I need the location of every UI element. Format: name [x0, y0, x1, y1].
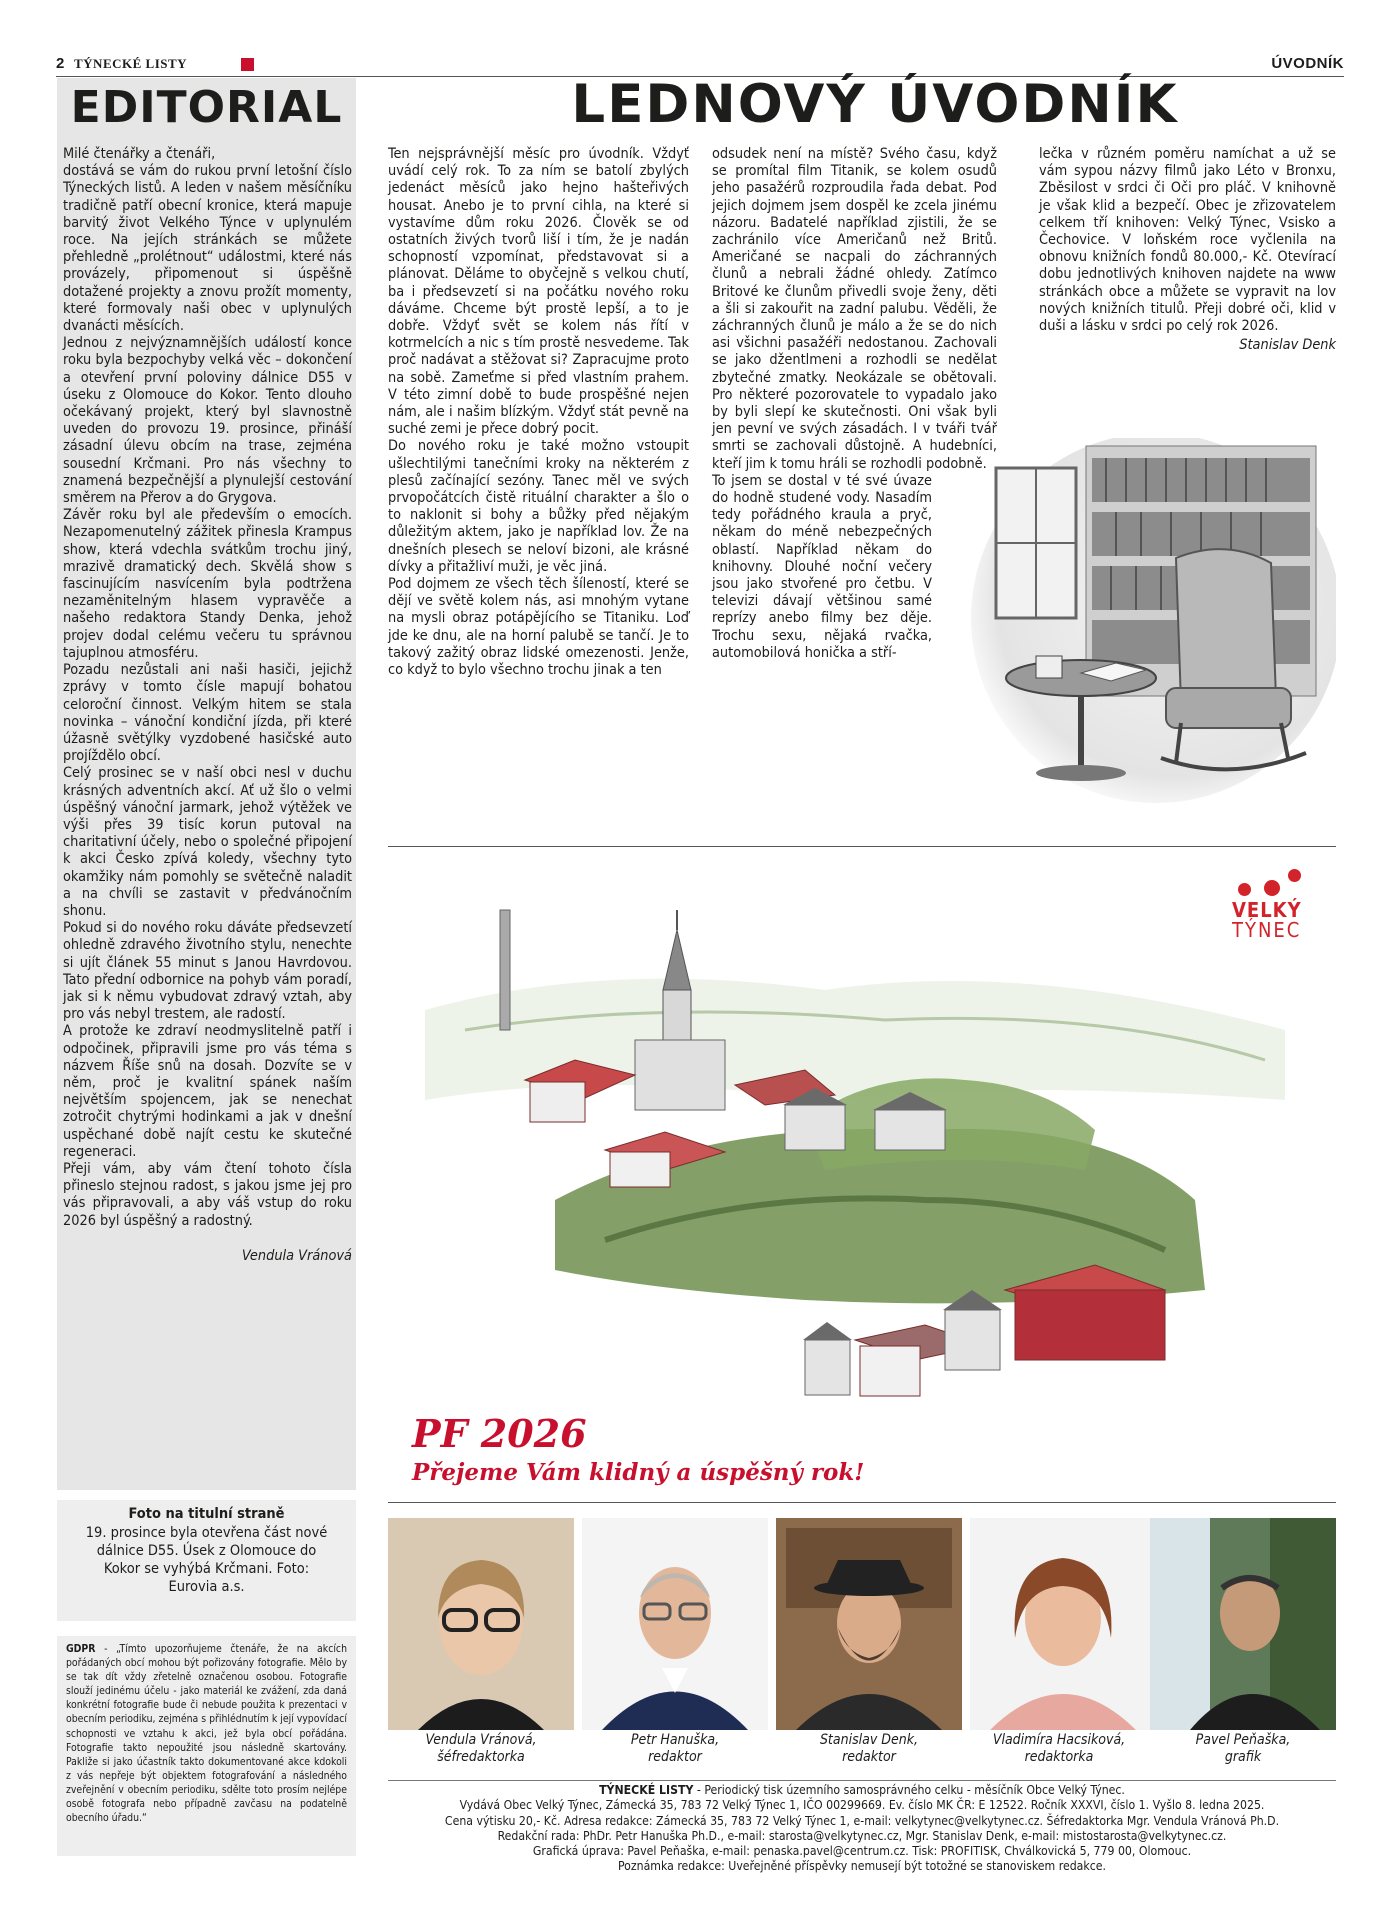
article-column-2 [712, 146, 997, 662]
article-column-1 [388, 146, 689, 679]
pf-greeting [412, 1412, 864, 1488]
imprint-line-2: Vydává Obec Velký Týnec, Zámecká 35, 783 72 Velký Týnec 1, IČO 00299669. Ev. číslo MK ČR: E 12522. Ročník XXXVI, číslo 1. Vyšlo 8. ledna 2025. [459, 1798, 1265, 1813]
editorial-paragraph: Celý prosinec se v naší obci nesl v duchu krásných adventních akcí. Ať už šlo o velmi úspěšný vánoční jarmark, jehož výtěžek ve výši přes 39 tisíc korun putoval na charitativní účely, nebo o společné připojení k akci Česko zpívá koledy, všechny tyto okamžiky nám pomohly se světečně naladit a na chvíli se zastavit v předvánočním shonu. [63, 765, 352, 919]
masthead-logo-icon [241, 58, 254, 71]
staff-photo-hacsikova [970, 1518, 1156, 1730]
cover-photo-text: 19. prosince byla otevřena část nové dálnice D55. Úsek z Olomouce do Kokor se vyhýbá Krčmani. Foto: Eurovia a.s. [85, 1525, 328, 1595]
staff-name: Stanislav Denk, [819, 1732, 919, 1748]
section-divider [388, 846, 1336, 847]
imprint-rule [388, 1780, 1336, 1781]
staff-photo-denk [776, 1518, 962, 1730]
article-paragraph: lečka v různém poměru namíchat a už se vám sypou názvy filmů jako Léto v Bronxu, Zběsilost v srdci či Oči pro pláč. V knihovně je však klid a bezpečí. Obec je zřizovatelem celkem tří knihoven: Velký Týnec, Vsisko a Čechovice. V loňském roce vyčlenila na obnovu knižních fondů 80.000,- Kč. Otevírací dobu jednotlivých knihoven najdete na www stránkách obce a můžete se vypravit na lov nových knižních titulů. Přeji dobré oči, klid v duši a lásku v srdci po celý rok 2026. [1039, 146, 1336, 335]
article-paragraph: Ten nejsprávnější měsíc pro úvodník. Vždyť uvádí celý rok. To za ním se batolí zbylých jedenáct měsíců jako hejno hašteřivých housat. Anebo je to první cihla, na které si vystavíme dům roku 2026. Člověk se od ostatních živých tvorů liší i tím, že je nadán schopností vzpomínat, představovat si a plánovat. Děláme to obyčejně s velkou chutí, ba i předsevzetí si na počátku nového roku dáváme. Chceme být prostě lepší, a to je dobře. Vždyť svět se kolem nás řítí v kotrmelcích a nic s tím prostě nesvedeme. Tak proč nadávat a stěžovat si? Zapracujme proto na sobě. Zameťme si před vlastním prahem. V této zimní době to bude prospěšné nejen nám, ale i našim blízkým. Vždyť stát pevně na suché zemi je přece dobrý pocit. [388, 146, 689, 438]
staff-name: Vladimíra Hacsiková, [992, 1732, 1126, 1748]
staff-caption [966, 1732, 1152, 1766]
pf-subtitle: Přejeme Vám klidný a úspěšný rok! [412, 1459, 865, 1486]
imprint-line-4: Redakční rada: PhDr. Petr Hanuška Ph.D., e-mail: starosta@velkytynec.cz, Mgr. Stanislav Denk, e-mail: mistostarosta@velkytynec.cz. [497, 1828, 1227, 1843]
article-paragraph: Do nového roku je také možno vstoupit ušlechtilými tanečními kroky na některém z plesů začínající sezóny. Tanec měl ve svých prvopočátcích čistě rituální charakter a šlo o to naklonit si bohy a bůžky před nějakým důležitým aktem, jako je například lov. Že na dnešních plesech se neloví bizoni, ale krásné dívky a přitažliví muži, je věc jiná. [388, 438, 689, 575]
staff-role: šéfredaktorka [437, 1749, 525, 1765]
imprint-label: TÝNECKÉ LISTY [599, 1783, 694, 1797]
staff-name: Petr Hanuška, [630, 1732, 720, 1748]
imprint-line-5: Grafická úprava: Pavel Peňaška, e-mail: penaska.pavel@centrum.cz. Tisk: PROFITISK, Chválkovická 5, 779 00, Olomouc. [532, 1844, 1192, 1859]
editorial-paragraph: Závěr roku byl ale především o emocích. Nezapomenutelný zážitek přinesla Krampus show, která vdechla svátkům trochu jiný, mrazivě dramatický dech. Skvělá show s fascinujícím nasvícením byla podtržena nezaměnitelným hlasem vypravěče a našeho redaktora Standy Denka, jehož projev dodal celému večeru tu správnou tajuplnou atmosféru. [63, 507, 352, 661]
pf-title: PF 2026 [412, 1411, 587, 1456]
town-watercolor-illustration [405, 870, 1305, 1430]
editorial-title: EDITORIAL [70, 82, 343, 133]
editorial-text [63, 146, 352, 1265]
staff-role: redaktorka [1024, 1749, 1094, 1765]
staff-photo-penaska [1150, 1518, 1336, 1730]
photos-divider [388, 1502, 1336, 1503]
gdpr-label: GDPR [66, 1643, 96, 1655]
imprint-line-1: - Periodický tisk územního samosprávného celku - měsíčník Obce Velký Týnec. [693, 1783, 1125, 1797]
staff-caption [582, 1732, 768, 1766]
gdpr-box [57, 1636, 356, 1856]
editorial-paragraph: Jednou z nejvýznamnějších událostí konce roku byla bezpochyby velká věc – dokončení a otevření první poloviny dálnice D55 v úseku z Olomouce do Kokor. Tento dlouho očekávaný projekt, který byl slavnostně uveden do provozu 19. prosince, přináší zásadní úlevu obcím na trase, zejména sousední Krčmani. Pro nás všechny to znamená bezpečnější a plynulejší cestování směrem na Přerov a do Grygova. [63, 335, 352, 507]
staff-photo-hanuska [582, 1518, 768, 1730]
article-column-3 [1039, 146, 1336, 354]
cover-photo-box [57, 1500, 356, 1621]
editorial-paragraph: A protože ke zdraví neodmyslitelně patří i odpočinek, připravili jsme pro vás téma s názvem Říše snů na dosah. Dozvíte se v něm, proč je kvalitní spánek naším největším spojencem, jak se nenechat zotročit chytrými hodinkami a jak v dnešní uspěchané době najít cestu ke skutečné regeneraci. [63, 1023, 352, 1160]
article-paragraph: odsudek není na místě? Svého času, když se promítal film Titanik, se kolem osudů jeho pasažérů rozproudila řada debat. Pod jejich dojmem jsem dospěl ke zcela jinému názoru. Badatelé například zjistili, že se zachránilo více Američanů než Britů. Američané se nacpali do záchranných člunů a nebrali žádné ohledy. Zatímco Britové ke člunům přivedli svoje ženy, děti a šli si zakouřit na zadní palubu. Věděli, že záchranných člunů je málo a že se do nich asi všichni pasažéři nedostanou. Zachovali se jako džentlmeni a rozhodli se nedělat zbytečné zmatky. Neokázale se obětovali. Pro některé pozorovatele to vypadalo jako by byli slepí ke skutečnosti. Oni však byli jen pevní ve svých zásadách. I v tváři tvář smrti se zachovali důstojně. A hudebníci, kteří jim k tomu hráli se rozhodli podobně. [712, 146, 997, 472]
article-signature: Stanislav Denk [1239, 337, 1336, 354]
staff-caption [1150, 1732, 1336, 1766]
article-title: LEDNOVÝ ÚVODNÍK [571, 74, 1179, 135]
page-number: 2 [56, 55, 65, 72]
editorial-paragraph: Pokud si do nového roku dáváte předsevzetí ohledně zdravého životního stylu, nenechte si ujít článek 55 minut s Janou Havrdovou. Tato přední odbornice na pohyb vám poradí, jak si k němu vybudovat zdravý vztah, aby pro vás nebyl trestem, ale radostí. [63, 920, 352, 1023]
staff-name: Vendula Vránová, [425, 1732, 537, 1748]
editorial-paragraph: Přeji vám, aby vám čtení tohoto čísla přineslo stejnou radost, s jakou jsme jej pro vás připravovali, a aby váš vstup do roku 2026 byl úspěšný a radostný. [63, 1160, 352, 1229]
cover-photo-title: Foto na titulní straně [128, 1506, 285, 1522]
imprint-line [390, 1783, 1334, 1798]
editorial-paragraph: Pozadu nezůstali ani naši hasiči, jejichž zprávy v tomto čísle mapují bohatou celoroční činnost. Velkým hitem se stala novinka – vánoční kondiční jízda, při které úžasně světýlky vyzdobené hasičské auto projíždělo obcí. [63, 662, 352, 765]
logo-dots-icon [1232, 880, 1302, 900]
staff-name: Pavel Peňaška, [1195, 1732, 1291, 1748]
imprint-line-6: Poznámka redakce: Uveřejněné příspěvky nemusejí být totožné se stanoviskem redakce. [618, 1859, 1106, 1874]
imprint-line-3: Cena výtisku 20,- Kč. Adresa redakce: Zámecká 35, 783 72 Velký Týnec 1, e-mail: velkytynec@velkytynec.cz. Šéfredaktorka Mgr. Vendula Vránová Ph.D. [444, 1813, 1280, 1828]
logo-line-2: TÝNEC [1232, 918, 1302, 942]
staff-caption [388, 1732, 574, 1766]
editorial-paragraph: Milé čtenářky a čtenáři, dostává se vám do rukou první letošní číslo Týneckých listů. A leden v našem měsíčníku tradičně patří obecní kronice, která mapuje barvitý život Velkého Týnce v uplynulém roce. Na jejích stránkách se můžete přehledně „prolétnout“ událostmi, které nás provázely, připomenout si úspěšně dotažené projekty a znovu prožít momenty, které formovaly naši obec v uplynulých dvanácti měsících. [63, 146, 352, 335]
reading-room-illustration [966, 438, 1336, 810]
staff-photo-vranova [388, 1518, 574, 1730]
logo-line-1: VELKÝ [1232, 898, 1302, 922]
staff-caption [776, 1732, 962, 1766]
gdpr-text [66, 1642, 347, 1825]
gdpr-body: - „Tímto upozorňujeme čtenáře, že na akcích pořádaných obcí mohou být pořizovány fotografie. Mělo by se tak dít vždy zřetelně označenou osobou. Fotografie slouží jedinému účelu - jako materiál ke zvážení, zda daná konkrétní fotografie bude či nebude použita k prezentaci v obecním periodiku, zejména s přihlédnutím k její vypovídací schopnosti ve vztahu k akci, jež byla obcí pořádána. Fotografie takto nepoužité jsou následně skartovány. Pakliže si jako účastník takto dokumentované akce kdokoli z vás nepřeje být objektem fotografování a následného zveřejnění v obecním periodiku, sdělte toto prosím nejlépe osobě fotografa nebo případně zavčasu na podatelně obecního úřadu.“ [66, 1643, 347, 1825]
article-paragraph: To jsem se dostal v té své úvaze do hodně studené vody. Nasadím tedy pořádného kraula a pryč, někam do méně nebezpečných oblastí. Například někam do knihovny. Dlouhé noční večery jsou jako stvořené pro četbu. V televizi dávají většinou samé reprízy anebo filmy bez děje. Trochu sexu, nějaká rvačka, automobilová honička a stří- [712, 472, 932, 661]
masthead: TÝNECKÉ LISTY [74, 56, 188, 71]
section-title: ÚVODNÍK [1271, 55, 1344, 72]
staff-role: redaktor [842, 1749, 896, 1765]
velky-tynec-logo [1232, 880, 1302, 940]
article-paragraph: Pod dojmem ze všech těch šíleností, které se dějí ve světě kolem nás, asi mnohým vytane na mysli obraz potápějícího se Titaniku. Loď jde ke dnu, ale na horní palubě se tančí. Je to takový zažitý obraz lidské omezenosti. Jenže, co když to bylo všechno trochu jinak a ten [388, 576, 689, 679]
editorial-signature: Vendula Vránová [241, 1247, 352, 1264]
staff-role: redaktor [648, 1749, 702, 1765]
imprint [390, 1783, 1334, 1875]
staff-role: grafik [1224, 1749, 1262, 1765]
